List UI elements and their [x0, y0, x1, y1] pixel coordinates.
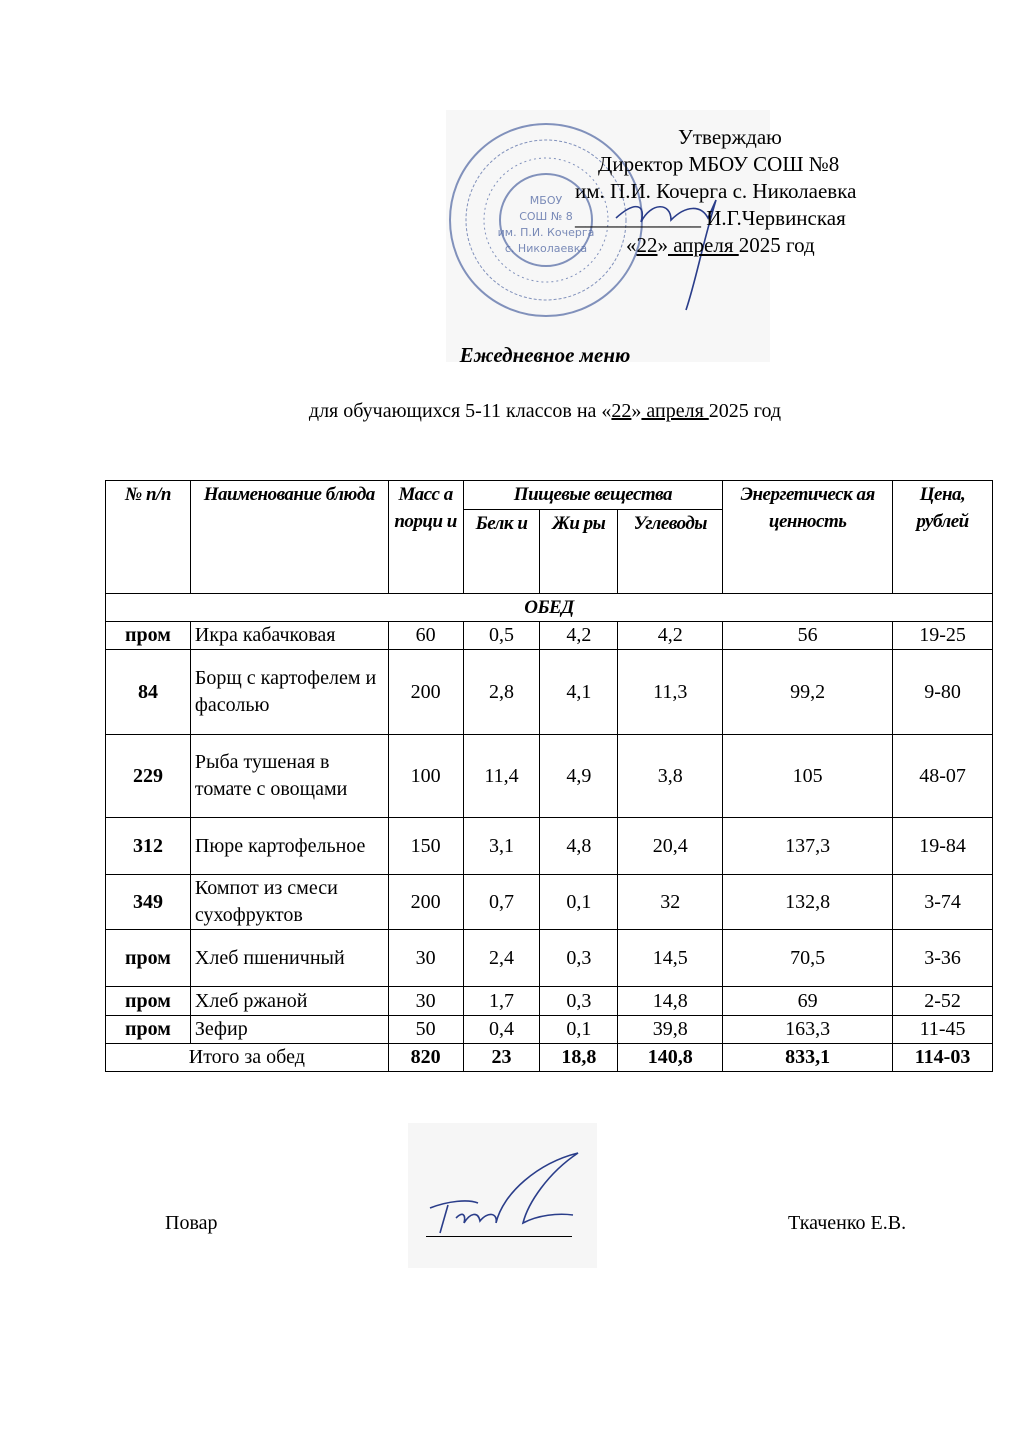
dish-energy: 132,8 — [723, 875, 893, 930]
dish-fat: 0,1 — [540, 1016, 618, 1044]
dish-protein: 2,4 — [463, 930, 540, 987]
dish-code: пром — [106, 622, 191, 650]
dish-protein: 3,1 — [463, 818, 540, 875]
header-nutrients: Пищевые вещества — [463, 481, 723, 510]
menu-table — [105, 480, 993, 1072]
dish-fat: 0,3 — [540, 987, 618, 1016]
dish-mass: 150 — [388, 818, 463, 875]
section-lunch: ОБЕД — [106, 594, 993, 622]
dish-carbs: 39,8 — [618, 1016, 723, 1044]
dish-energy: 163,3 — [723, 1016, 893, 1044]
total-energy: 833,1 — [723, 1044, 893, 1072]
dish-mass: 50 — [388, 1016, 463, 1044]
dish-price: 48-07 — [893, 735, 993, 818]
table-row — [106, 650, 993, 735]
dish-name: Рыба тушеная в томате с овощами — [190, 735, 388, 818]
total-label: Итого за обед — [106, 1044, 389, 1072]
dish-code: 229 — [106, 735, 191, 818]
total-price: 114-03 — [893, 1044, 993, 1072]
dish-name: Хлеб пшеничный — [190, 930, 388, 987]
cook-name: Ткаченко Е.В. — [788, 1212, 907, 1234]
dish-carbs: 14,8 — [618, 987, 723, 1016]
dish-protein: 11,4 — [463, 735, 540, 818]
dish-energy: 105 — [723, 735, 893, 818]
dish-name: Борщ с картофелем и фасолью — [190, 650, 388, 735]
total-mass: 820 — [388, 1044, 463, 1072]
approval-position: Директор МБОУ СОШ №8 — [598, 152, 840, 176]
approval-date: «22» апреля 2025 год — [626, 233, 815, 257]
dish-carbs: 4,2 — [618, 622, 723, 650]
dish-price: 3-36 — [893, 930, 993, 987]
dish-name: Икра кабачковая — [190, 622, 388, 650]
dish-energy: 137,3 — [723, 818, 893, 875]
dish-carbs: 32 — [618, 875, 723, 930]
dish-mass: 30 — [388, 987, 463, 1016]
dish-protein: 0,7 — [463, 875, 540, 930]
dish-price: 11-45 — [893, 1016, 993, 1044]
svg-text:с. Николаевка: с. Николаевка — [504, 242, 588, 255]
dish-energy: 69 — [723, 987, 893, 1016]
table-row — [106, 622, 993, 650]
dish-code: 312 — [106, 818, 191, 875]
dish-protein: 2,8 — [463, 650, 540, 735]
dish-price: 2-52 — [893, 987, 993, 1016]
approval-block — [560, 124, 980, 259]
header-number: № п/п — [106, 481, 191, 594]
svg-text:МБОУ: МБОУ — [529, 194, 563, 207]
dish-name: Компот из смеси сухофруктов — [190, 875, 388, 930]
header-protein: Белк и — [463, 510, 540, 594]
dish-protein: 0,5 — [463, 622, 540, 650]
dish-price: 9-80 — [893, 650, 993, 735]
dish-name: Хлеб ржаной — [190, 987, 388, 1016]
dish-fat: 4,9 — [540, 735, 618, 818]
dish-name: Зефир — [190, 1016, 388, 1044]
dish-carbs: 20,4 — [618, 818, 723, 875]
cook-signature — [408, 1123, 597, 1268]
dish-mass: 30 — [388, 930, 463, 987]
dish-code: пром — [106, 987, 191, 1016]
dish-fat: 0,3 — [540, 930, 618, 987]
cook-role: Повар — [165, 1212, 218, 1234]
svg-text:СОШ № 8: СОШ № 8 — [519, 210, 573, 223]
table-row — [106, 735, 993, 818]
header-price: Цена, рублей — [893, 481, 993, 594]
dish-price: 19-25 — [893, 622, 993, 650]
dish-fat: 0,1 — [540, 875, 618, 930]
dish-fat: 4,1 — [540, 650, 618, 735]
header-carbs: Углеводы — [618, 510, 723, 594]
dish-mass: 60 — [388, 622, 463, 650]
dish-energy: 99,2 — [723, 650, 893, 735]
signature-line — [426, 1236, 572, 1237]
total-protein: 23 — [463, 1044, 540, 1072]
table-row — [106, 930, 993, 987]
dish-code: 84 — [106, 650, 191, 735]
dish-energy: 70,5 — [723, 930, 893, 987]
header-name: Наименование блюда — [190, 481, 388, 594]
header-mass: Масс а порци и — [388, 481, 463, 594]
approver-name: И.Г.Червинская — [701, 206, 846, 230]
total-fat: 18,8 — [540, 1044, 618, 1072]
total-row — [106, 1044, 993, 1072]
svg-text:им. П.И. Кочерга: им. П.И. Кочерга — [497, 226, 595, 239]
dish-code: пром — [106, 1016, 191, 1044]
document-subtitle: для обучающихся 5-11 классов на «22» апреля 2025 год — [308, 400, 782, 422]
dish-fat: 4,8 — [540, 818, 618, 875]
header-fat: Жи ры — [540, 510, 618, 594]
dish-mass: 200 — [388, 875, 463, 930]
approval-school: им. П.И. Кочерга с. Николаевка — [575, 179, 857, 203]
dish-protein: 1,7 — [463, 987, 540, 1016]
dish-price: 19-84 — [893, 818, 993, 875]
dish-carbs: 3,8 — [618, 735, 723, 818]
dish-name: Пюре картофельное — [190, 818, 388, 875]
dish-code: 349 — [106, 875, 191, 930]
dish-energy: 56 — [723, 622, 893, 650]
dish-carbs: 11,3 — [618, 650, 723, 735]
table-row — [106, 818, 993, 875]
document-title: Ежедневное меню — [459, 343, 631, 367]
dish-mass: 200 — [388, 650, 463, 735]
total-carbs: 140,8 — [618, 1044, 723, 1072]
handwritten-signature-icon — [408, 1123, 597, 1268]
dish-price: 3-74 — [893, 875, 993, 930]
header-energy: Энергетическ ая ценность — [723, 481, 893, 594]
table-row — [106, 987, 993, 1016]
approval-heading: Утверждаю — [678, 125, 782, 149]
signature-line: ____________ — [575, 206, 701, 230]
dish-code: пром — [106, 930, 191, 987]
dish-mass: 100 — [388, 735, 463, 818]
dish-fat: 4,2 — [540, 622, 618, 650]
dish-carbs: 14,5 — [618, 930, 723, 987]
dish-protein: 0,4 — [463, 1016, 540, 1044]
table-row — [106, 875, 993, 930]
table-row — [106, 1016, 993, 1044]
